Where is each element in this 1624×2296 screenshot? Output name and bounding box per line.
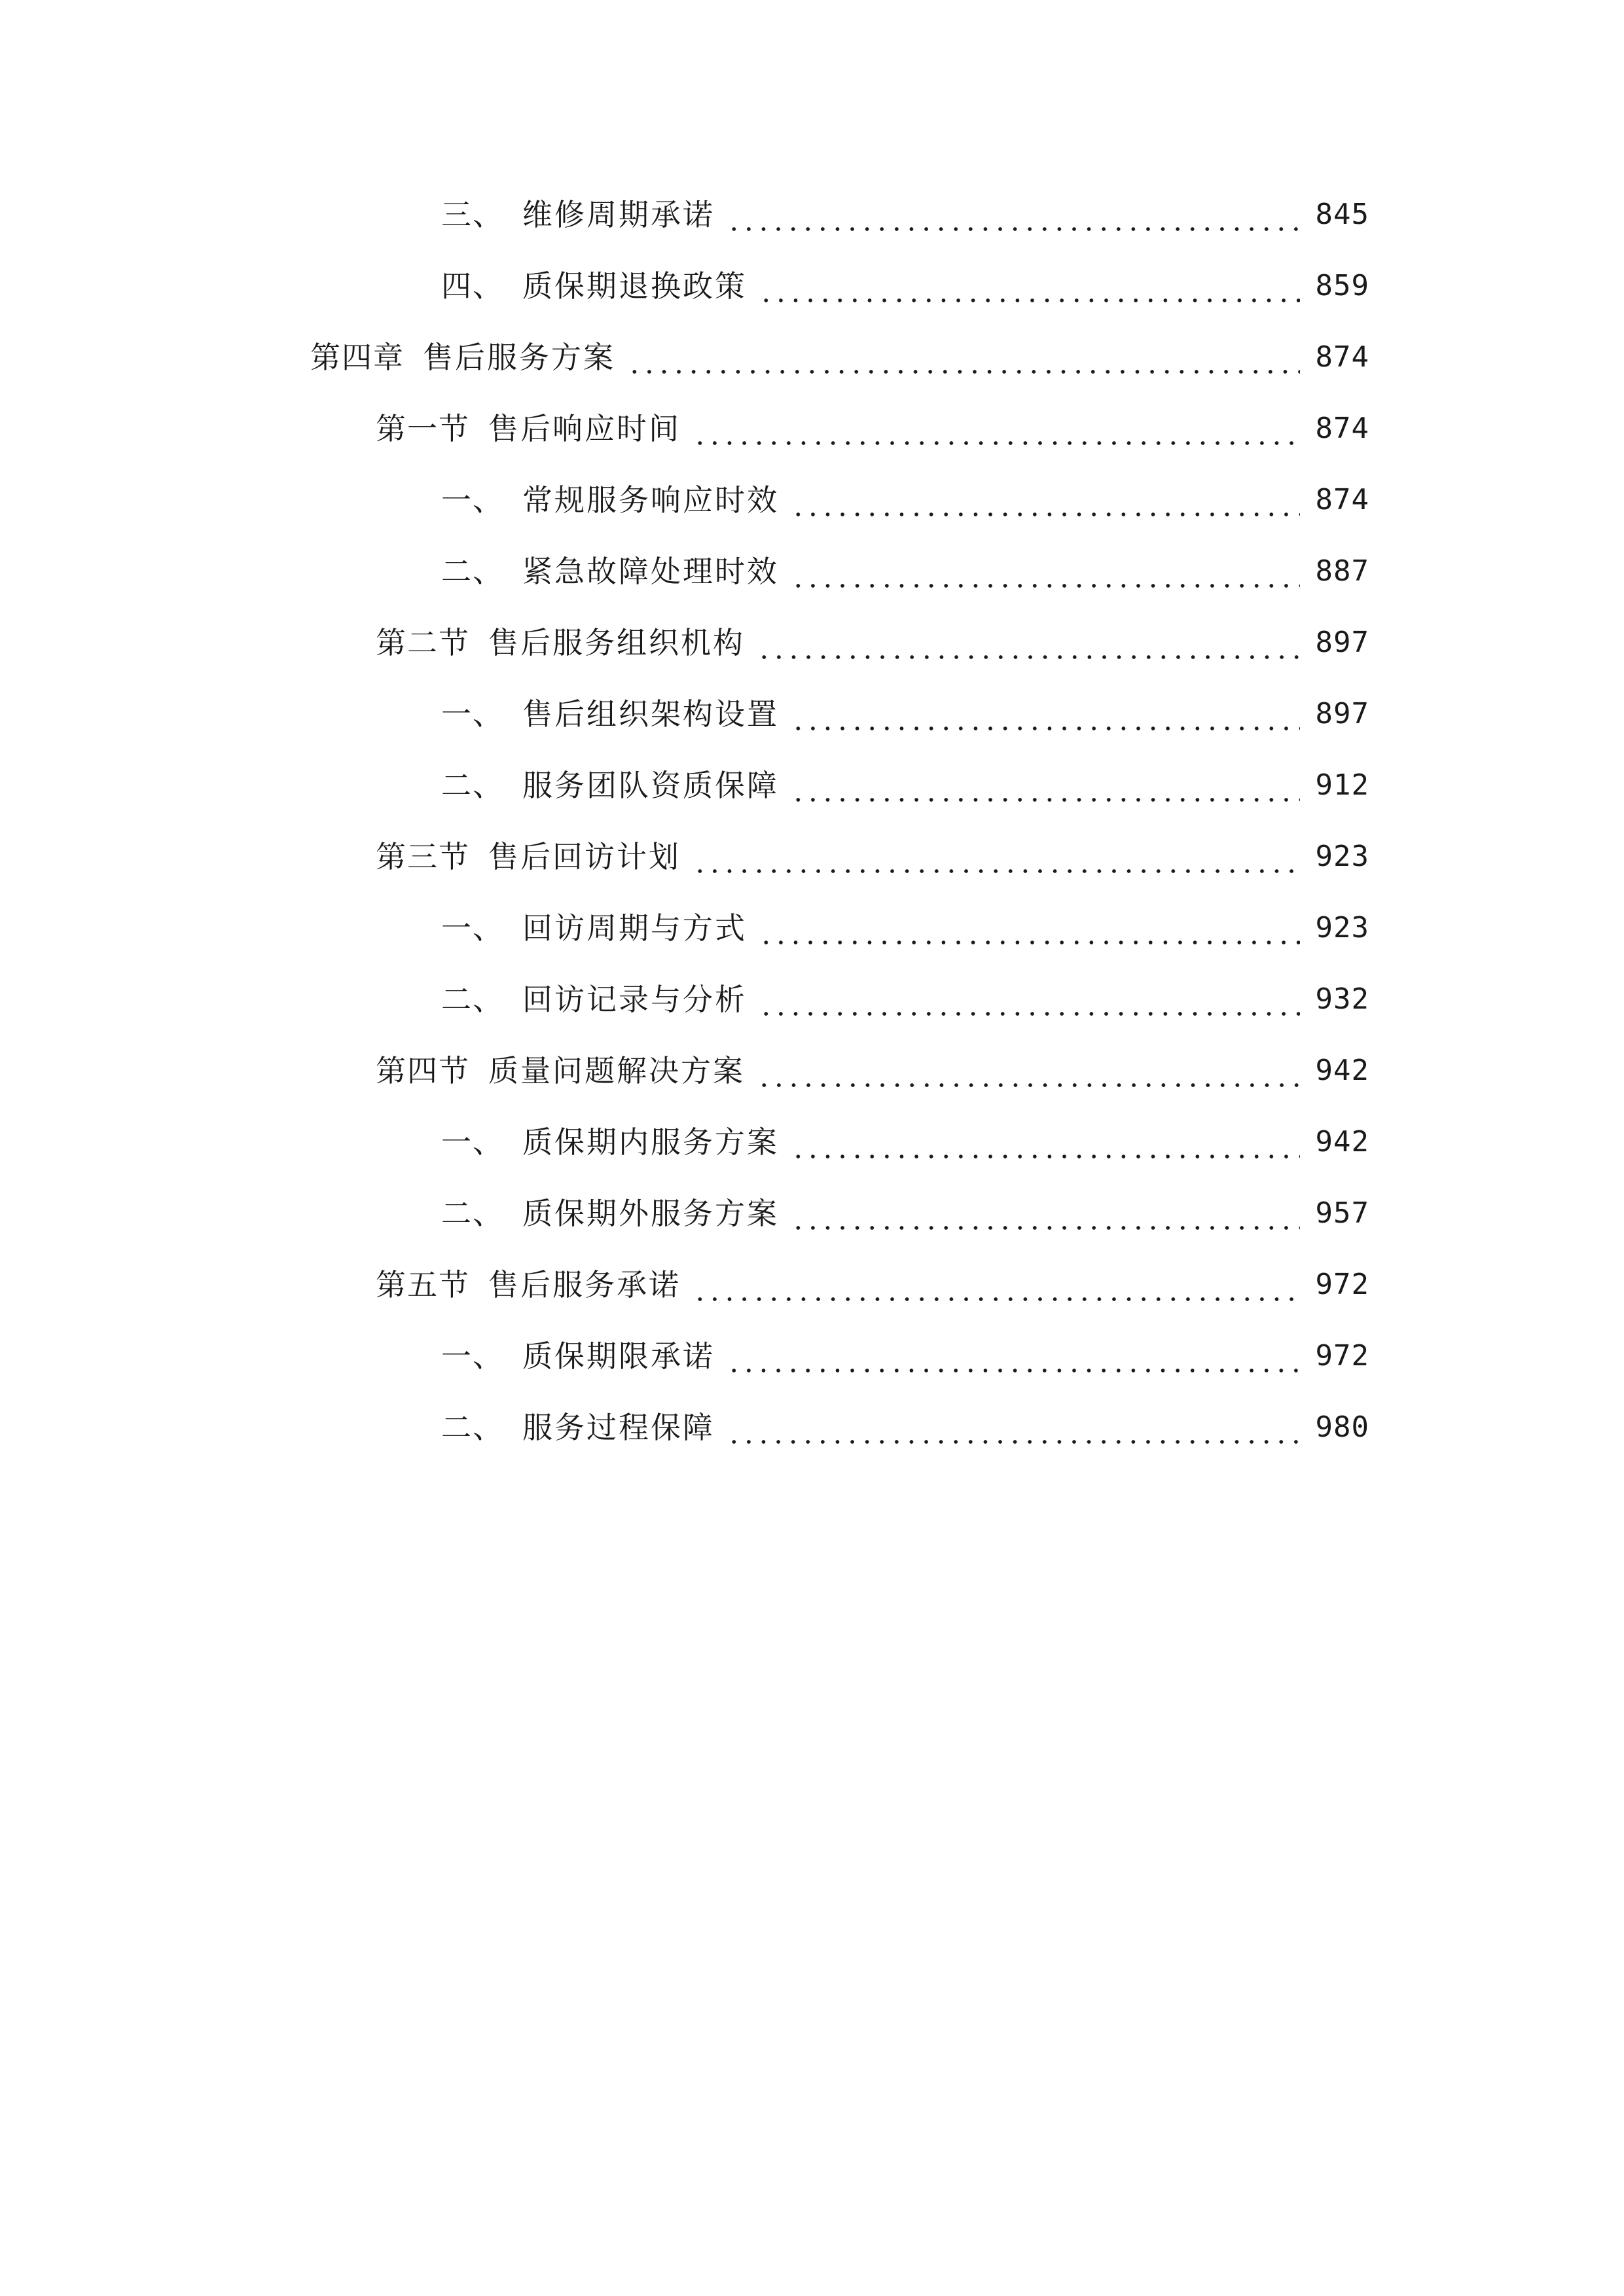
toc-entry-title: 常规服务响应时效 xyxy=(522,482,779,518)
toc-entry-title: 紧急故障处理时效 xyxy=(522,554,779,589)
toc-entry[interactable] xyxy=(441,762,1369,808)
toc-entry-prefix: 一、 xyxy=(441,1124,504,1160)
toc-entry[interactable] xyxy=(441,905,1369,951)
dot-leader xyxy=(693,406,1300,452)
toc-entry-section[interactable] xyxy=(376,620,1369,666)
toc-entry-section[interactable] xyxy=(376,834,1369,880)
toc-entry-page-number: 923 xyxy=(1315,911,1369,944)
toc-entry-prefix: 一、 xyxy=(441,696,504,732)
toc-entry-prefix: 一、 xyxy=(441,482,504,518)
toc-entry-title: 质保期外服务方案 xyxy=(522,1196,779,1231)
toc-entry-section[interactable] xyxy=(376,1048,1369,1094)
toc-entry-page-number: 897 xyxy=(1315,697,1369,730)
toc-entry-title: 维修周期承诺 xyxy=(522,197,715,232)
toc-entry-page-number: 923 xyxy=(1315,840,1369,873)
dot-leader xyxy=(791,691,1300,737)
toc-entry-page-number: 887 xyxy=(1315,554,1369,588)
toc-entry-prefix: 二、 xyxy=(441,1410,504,1445)
toc-entry-title: 质保期退换政策 xyxy=(522,268,747,304)
toc-entry-section[interactable] xyxy=(376,406,1369,452)
toc-entry[interactable] xyxy=(441,548,1369,594)
toc-entry-prefix: 一、 xyxy=(441,910,504,946)
toc-entry-prefix: 一、 xyxy=(441,1338,504,1374)
toc-entry-prefix: 二、 xyxy=(441,554,504,589)
toc-entry[interactable] xyxy=(441,477,1369,523)
toc-entry-title: 质保期限承诺 xyxy=(522,1338,715,1374)
dot-leader xyxy=(727,1333,1300,1379)
toc-entry-title: 售后服务组织机构 xyxy=(488,625,745,660)
toc-entry-title: 质保期内服务方案 xyxy=(522,1124,779,1160)
dot-leader xyxy=(791,1191,1300,1236)
toc-entry-title: 服务过程保障 xyxy=(522,1410,715,1445)
toc-entry[interactable] xyxy=(441,1119,1369,1165)
toc-entry-chapter[interactable] xyxy=(310,334,1369,380)
dot-leader xyxy=(627,334,1300,380)
toc-entry-section[interactable] xyxy=(376,1262,1369,1308)
toc-entry-prefix: 三、 xyxy=(441,197,504,232)
dot-leader xyxy=(693,1262,1300,1308)
toc-entry-page-number: 859 xyxy=(1315,269,1369,302)
toc-entry-page-number: 972 xyxy=(1315,1268,1369,1301)
toc-entry[interactable] xyxy=(441,192,1369,238)
toc-entry-title: 回访周期与方式 xyxy=(522,910,747,946)
toc-entry-page-number: 874 xyxy=(1315,340,1369,374)
toc-entry-title: 售后回访计划 xyxy=(488,839,681,874)
dot-leader xyxy=(757,1048,1300,1094)
toc-entry[interactable] xyxy=(441,263,1369,309)
toc-entry-page-number: 972 xyxy=(1315,1339,1369,1372)
toc-entry-page-number: 897 xyxy=(1315,626,1369,659)
toc-entry-prefix: 第二节 xyxy=(376,625,470,660)
dot-leader xyxy=(693,834,1300,880)
toc-entry-page-number: 980 xyxy=(1315,1410,1369,1444)
toc-entry-prefix: 第五节 xyxy=(376,1267,470,1302)
dot-leader xyxy=(791,1119,1300,1165)
toc-entry-title: 质量问题解决方案 xyxy=(488,1053,745,1088)
dot-leader xyxy=(757,620,1300,666)
toc-entry-page-number: 912 xyxy=(1315,768,1369,802)
dot-leader xyxy=(759,263,1300,309)
toc-entry-title: 服务团队资质保障 xyxy=(522,768,779,803)
toc-entry[interactable] xyxy=(441,1191,1369,1236)
toc-entry[interactable] xyxy=(441,1333,1369,1379)
toc-entry-page-number: 942 xyxy=(1315,1054,1369,1087)
dot-leader xyxy=(759,905,1300,951)
toc-entry[interactable] xyxy=(441,1405,1369,1450)
toc-entry-prefix: 第一节 xyxy=(376,411,470,446)
toc-entry-page-number: 845 xyxy=(1315,198,1369,231)
toc-entry-prefix: 第四节 xyxy=(376,1053,470,1088)
toc-entry-title: 售后组织架构设置 xyxy=(522,696,779,732)
toc-entry-page-number: 942 xyxy=(1315,1125,1369,1158)
dot-leader xyxy=(727,1405,1300,1450)
toc-entry-title: 回访记录与分析 xyxy=(522,982,747,1017)
dot-leader xyxy=(759,977,1300,1022)
dot-leader xyxy=(791,762,1300,808)
toc-entry-page-number: 932 xyxy=(1315,982,1369,1016)
toc-entry-page-number: 874 xyxy=(1315,412,1369,445)
toc-entry-prefix: 二、 xyxy=(441,982,504,1017)
dot-leader xyxy=(791,477,1300,523)
toc-entry[interactable] xyxy=(441,977,1369,1022)
toc-entry-prefix: 四、 xyxy=(441,268,504,304)
toc-entry-prefix: 二、 xyxy=(441,1196,504,1231)
toc-entry-title: 售后服务承诺 xyxy=(488,1267,681,1302)
toc-entry[interactable] xyxy=(441,691,1369,737)
toc-entry-prefix: 第三节 xyxy=(376,839,470,874)
dot-leader xyxy=(791,548,1300,594)
toc-entry-title: 售后服务方案 xyxy=(423,340,615,375)
dot-leader xyxy=(727,192,1300,238)
toc-entry-page-number: 957 xyxy=(1315,1196,1369,1230)
toc-entry-title: 售后响应时间 xyxy=(488,411,681,446)
toc-entry-prefix: 二、 xyxy=(441,768,504,803)
toc-entry-page-number: 874 xyxy=(1315,483,1369,516)
toc-entry-prefix: 第四章 xyxy=(310,340,405,375)
